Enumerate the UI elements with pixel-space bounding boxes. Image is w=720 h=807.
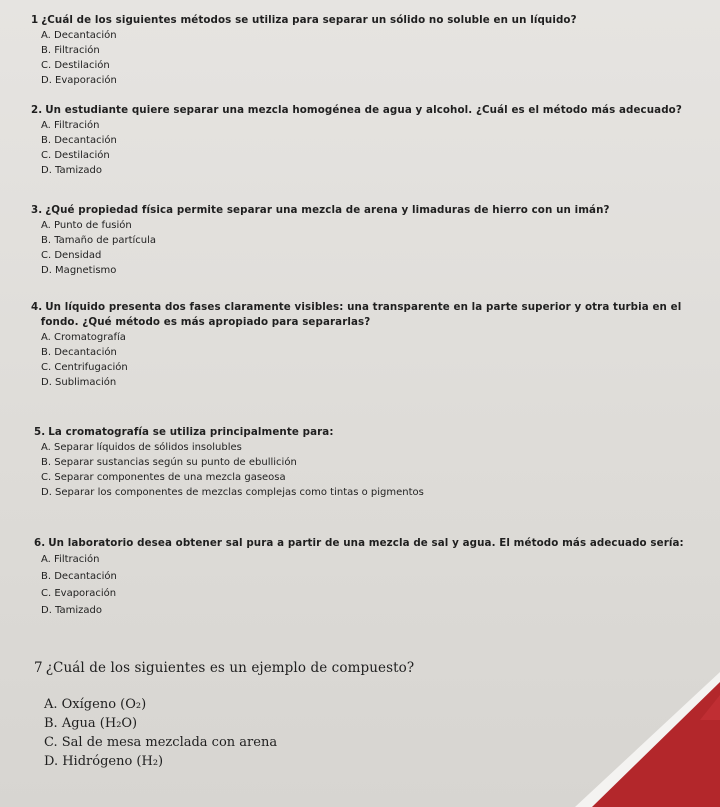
options-list xyxy=(31,218,720,278)
option-a[interactable]: A. Filtración xyxy=(41,120,100,131)
question-text: La cromatografía se utiliza principalmente para: xyxy=(48,426,334,438)
option-c[interactable]: C. Densidad xyxy=(41,250,102,261)
question-stem xyxy=(34,658,720,678)
question-stem xyxy=(34,425,720,440)
question-3 xyxy=(31,203,720,278)
question-5 xyxy=(34,425,720,500)
option-c[interactable]: C. Destilación xyxy=(41,150,110,161)
question-number: 2. xyxy=(31,104,43,116)
question-stem xyxy=(31,13,720,28)
question-stem xyxy=(31,203,720,218)
option-c[interactable]: C. Evaporación xyxy=(41,588,117,599)
option-b[interactable]: B. Decantación xyxy=(41,571,117,582)
question-text: ¿Cuál de los siguientes métodos se utiliza para separar un sólido no soluble en un líquido? xyxy=(41,14,577,26)
question-number: 5. xyxy=(34,426,46,438)
option-c[interactable]: C. Destilación xyxy=(41,60,110,71)
question-text-line-1: Un líquido presenta dos fases claramente visibles: una transparente en la parte superior y otra turbia en el xyxy=(45,301,682,313)
question-text: ¿Qué propiedad física permite separar una mezcla de arena y limaduras de hierro con un imán? xyxy=(45,204,610,216)
question-stem xyxy=(31,300,720,330)
option-d[interactable]: D. Hidrógeno (H₂) xyxy=(44,754,164,769)
option-a[interactable]: A. Cromatografía xyxy=(41,332,126,343)
options-list xyxy=(34,695,720,771)
question-1 xyxy=(31,13,720,88)
option-a[interactable]: A. Oxígeno (O₂) xyxy=(44,697,147,712)
option-a[interactable]: A. Separar líquidos de sólidos insolubles xyxy=(41,442,242,453)
question-4 xyxy=(31,300,720,390)
question-stem xyxy=(34,536,720,551)
option-d[interactable]: D. Tamizado xyxy=(41,605,103,616)
question-text: ¿Cuál de los siguientes es un ejemplo de compuesto? xyxy=(45,660,415,676)
question-text: Un estudiante quiere separar una mezcla homogénea de agua y alcohol. ¿Cuál es el método más adecuado? xyxy=(45,104,682,116)
question-text-line-2: fondo. ¿Qué método es más apropiado para separarlas? xyxy=(40,316,371,328)
option-c[interactable]: C. Sal de mesa mezclada con arena xyxy=(44,735,278,750)
question-number: 6. xyxy=(34,537,46,549)
question-number: 7 xyxy=(34,660,43,676)
question-number: 3. xyxy=(31,204,43,216)
option-d[interactable]: D. Magnetismo xyxy=(41,265,117,276)
question-number: 4. xyxy=(31,301,43,313)
question-text: Un laboratorio desea obtener sal pura a partir de una mezcla de sal y agua. El método más adecuado sería: xyxy=(48,537,684,549)
options-list xyxy=(34,440,720,500)
option-d[interactable]: D. Separar los componentes de mezclas complejas como tintas o pigmentos xyxy=(41,487,424,498)
question-2 xyxy=(31,103,720,178)
option-b[interactable]: B. Filtración xyxy=(41,45,100,56)
question-stem xyxy=(31,103,720,118)
option-d[interactable]: D. Tamizado xyxy=(41,165,103,176)
option-b[interactable]: B. Tamaño de partícula xyxy=(41,235,157,246)
options-list xyxy=(31,28,720,88)
option-b[interactable]: B. Agua (H₂O) xyxy=(44,716,138,731)
option-b[interactable]: B. Decantación xyxy=(41,347,117,358)
options-list xyxy=(34,551,720,619)
option-a[interactable]: A. Filtración xyxy=(41,554,100,565)
option-a[interactable]: A. Punto de fusión xyxy=(41,220,132,231)
options-list xyxy=(31,118,720,178)
option-b[interactable]: B. Separar sustancias según su punto de ebullición xyxy=(41,457,297,468)
option-c[interactable]: C. Centrifugación xyxy=(41,362,128,373)
option-a[interactable]: A. Decantación xyxy=(41,30,117,41)
question-7 xyxy=(34,658,720,771)
option-b[interactable]: B. Decantación xyxy=(41,135,117,146)
option-d[interactable]: D. Sublimación xyxy=(41,377,117,388)
question-6 xyxy=(34,536,720,619)
option-c[interactable]: C. Separar componentes de una mezcla gaseosa xyxy=(41,472,286,483)
option-d[interactable]: D. Evaporación xyxy=(41,75,117,86)
options-list xyxy=(31,330,720,390)
question-number: 1 xyxy=(31,14,39,26)
